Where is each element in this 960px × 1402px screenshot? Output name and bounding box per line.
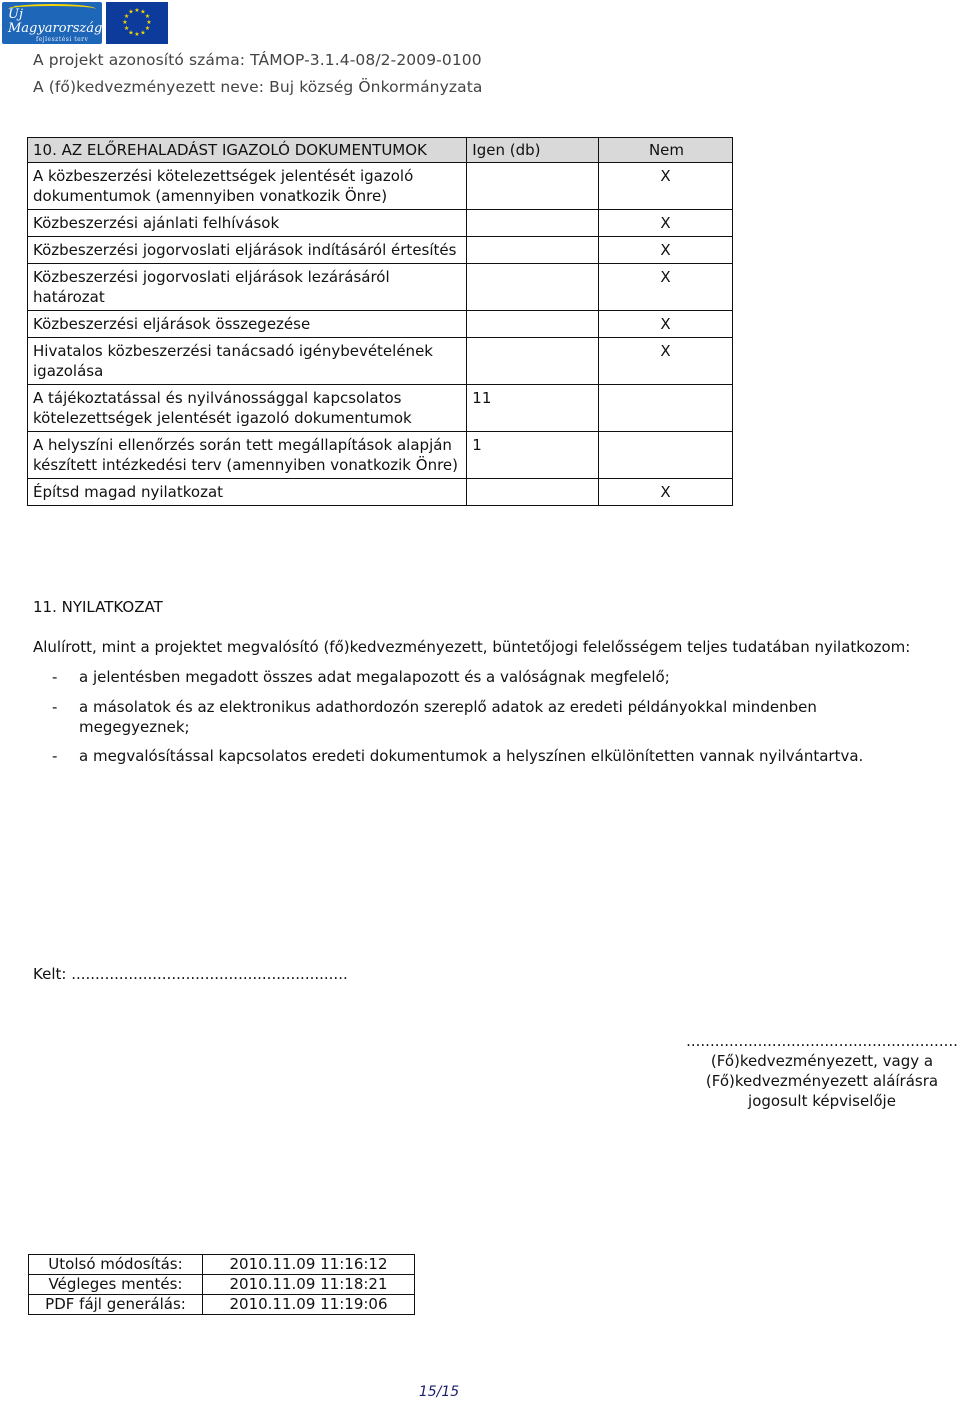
bullet-dash: - <box>52 747 58 765</box>
row-label: Közbeszerzési ajánlati felhívások <box>28 210 467 237</box>
svg-text:★: ★ <box>122 19 128 26</box>
svg-text:★: ★ <box>144 25 151 32</box>
row-no: X <box>599 237 733 264</box>
signature-block <box>672 1031 960 1111</box>
bullet-text: a másolatok és az elektronikus adathordozón szereplő adatok az eredeti példányokkal mindenben megegyeznek; <box>79 698 817 736</box>
table-row <box>29 1275 415 1295</box>
svg-text:★: ★ <box>140 8 146 16</box>
row-no: X <box>599 264 733 311</box>
meta-value: 2010.11.09 11:19:06 <box>203 1295 415 1315</box>
table-row <box>28 210 733 237</box>
row-yes <box>467 210 599 237</box>
svg-text:★: ★ <box>134 7 140 14</box>
project-id-line: A projekt azonosító száma: TÁMOP-3.1.4-08/2-2009-0100 <box>33 51 482 69</box>
row-yes <box>467 237 599 264</box>
declaration-bullet <box>52 697 922 737</box>
metadata-table <box>28 1254 415 1315</box>
declaration-intro: Alulírott, mint a projektet megvalósító (fő)kedvezményezett, büntetőjogi felelősségem teljes tudatában nyilatkozom: <box>33 638 911 656</box>
row-no: X <box>599 479 733 506</box>
svg-text:★: ★ <box>146 19 152 26</box>
declaration-bullet <box>52 667 922 687</box>
meta-key: Utolsó módosítás: <box>29 1255 203 1275</box>
bullet-text: a megvalósítással kapcsolatos eredeti dokumentumok a helyszínen elkülönítetten vannak nyilvántartva. <box>79 747 864 765</box>
signature-line-2: (Fő)kedvezményezett aláírásra <box>705 1072 939 1090</box>
svg-text:★: ★ <box>134 31 140 38</box>
row-no <box>599 432 733 479</box>
signature-dots: ......................................................... <box>686 1032 958 1050</box>
table-row <box>29 1255 415 1275</box>
row-yes <box>467 338 599 385</box>
row-no: X <box>599 338 733 385</box>
row-label: A közbeszerzési kötelezettségek jelentését igazoló dokumentumok (amennyiben vonatkozik Önre) <box>28 163 467 210</box>
svg-text:★: ★ <box>128 8 134 16</box>
table-row <box>28 237 733 264</box>
row-yes: 1 <box>467 432 599 479</box>
row-label: A tájékoztatással és nyilvánossággal kapcsolatos kötelezettségek jelentését igazoló dokumentumok <box>28 385 467 432</box>
svg-text:★: ★ <box>140 29 146 37</box>
table-row <box>28 385 733 432</box>
bullet-dash: - <box>52 698 58 716</box>
row-no: X <box>599 163 733 210</box>
table-row <box>28 163 733 210</box>
bullet-text: a jelentésben megadott összes adat megalapozott és a valóságnak megfelelő; <box>79 668 670 686</box>
row-label: Közbeszerzési eljárások összegezése <box>28 311 467 338</box>
svg-text:★: ★ <box>123 25 130 32</box>
row-label: Közbeszerzési jogorvoslati eljárások lezárásáról határozat <box>28 264 467 311</box>
header-yes: Igen (db) <box>467 138 599 163</box>
meta-value: 2010.11.09 11:18:21 <box>203 1275 415 1295</box>
svg-text:★: ★ <box>128 29 134 37</box>
svg-text:★: ★ <box>144 13 151 20</box>
header-documents: 10. AZ ELŐREHALADÁST IGAZOLÓ DOKUMENTUMOK <box>28 138 467 163</box>
signature-line-1: (Fő)kedvezményezett, vagy a <box>710 1052 934 1070</box>
table-row <box>29 1295 415 1315</box>
signature-line-3: jogosult képviselője <box>748 1092 896 1110</box>
table-row <box>28 479 733 506</box>
svg-text:★: ★ <box>123 13 130 20</box>
eu-stars-icon <box>106 2 168 44</box>
table-header-row <box>28 138 733 163</box>
beneficiary-line: A (fő)kedvezményezett neve: Buj község Önkormányzata <box>33 78 483 96</box>
row-label: Közbeszerzési jogorvoslati eljárások indításáról értesítés <box>28 237 467 264</box>
row-no: X <box>599 311 733 338</box>
header-no: Nem <box>599 138 733 163</box>
table-row <box>28 338 733 385</box>
page-number: 15/15 <box>418 1384 460 1400</box>
table-row <box>28 264 733 311</box>
declaration-bullet <box>52 746 922 766</box>
logo-subtext: fejlesztési terv <box>36 36 89 43</box>
row-yes: 11 <box>467 385 599 432</box>
bullet-dash: - <box>52 668 58 686</box>
logo-text: Új Magyarország <box>8 7 102 36</box>
table-row <box>28 432 733 479</box>
documents-table <box>27 137 733 506</box>
row-yes <box>467 163 599 210</box>
meta-key: PDF fájl generálás: <box>29 1295 203 1315</box>
meta-key: Végleges mentés: <box>29 1275 203 1295</box>
uj-magyarorszag-logo <box>2 2 102 44</box>
date-line: Kelt: .......................................................... <box>33 965 348 983</box>
row-no: X <box>599 210 733 237</box>
meta-value: 2010.11.09 11:16:12 <box>203 1255 415 1275</box>
declaration-title: 11. NYILATKOZAT <box>33 598 163 616</box>
row-yes <box>467 311 599 338</box>
row-label: Hivatalos közbeszerzési tanácsadó igénybevételének igazolása <box>28 338 467 385</box>
row-label: A helyszíni ellenőrzés során tett megállapítások alapján készített intézkedési terv (amennyiben vonatkozik Önre) <box>28 432 467 479</box>
eu-flag-icon <box>106 2 168 44</box>
table-row <box>28 311 733 338</box>
logo-curve <box>8 4 96 14</box>
row-yes <box>467 479 599 506</box>
row-no <box>599 385 733 432</box>
row-label: Építsd magad nyilatkozat <box>28 479 467 506</box>
row-yes <box>467 264 599 311</box>
